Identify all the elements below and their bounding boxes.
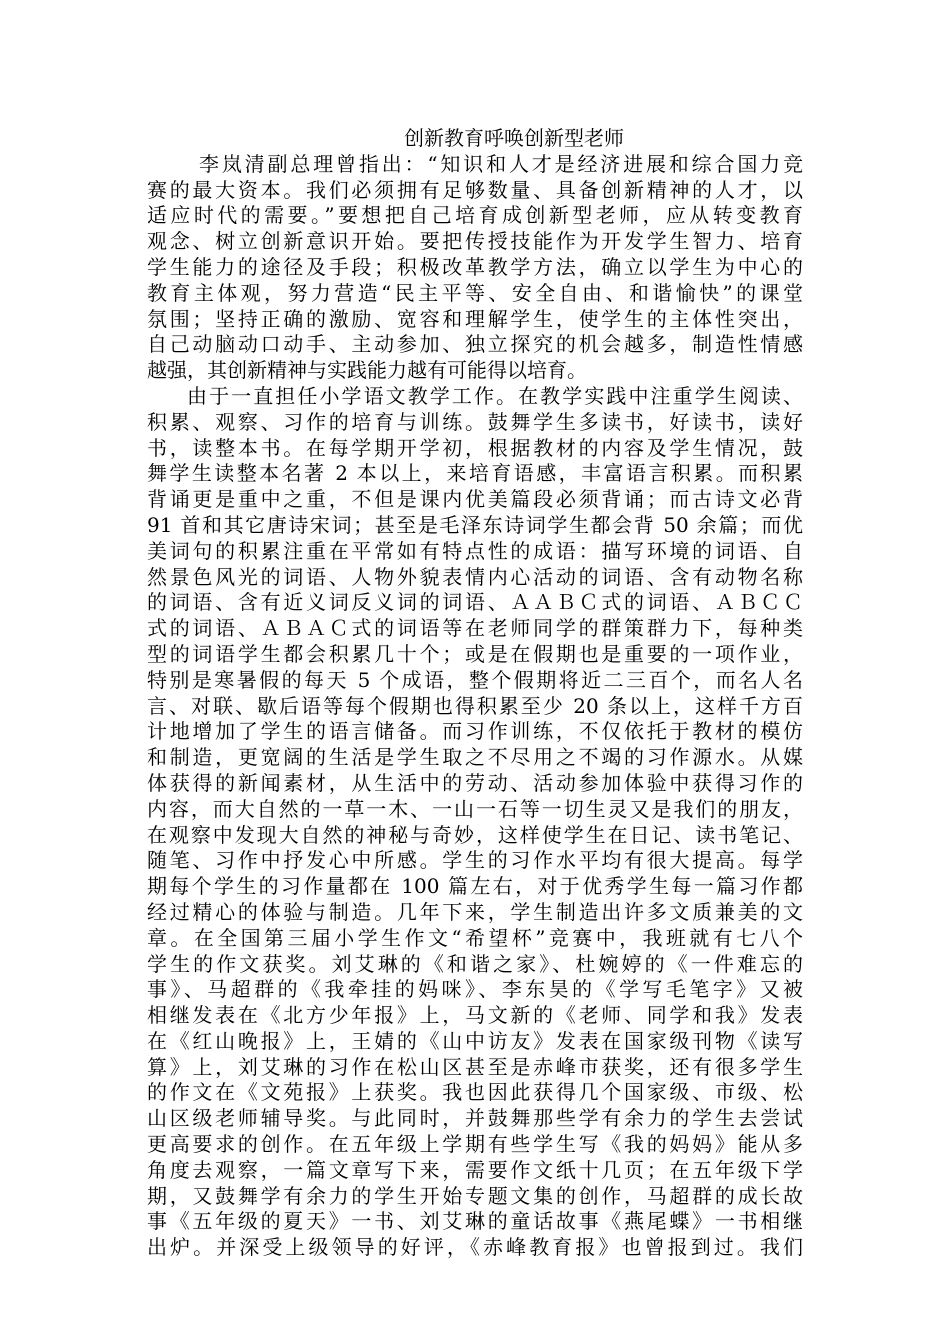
paragraph-line: 内容，而大自然的一草一木、一山一石等一切生灵又是我们的朋友，	[147, 796, 803, 821]
paragraph-line: 出炉。并深受上级领导的好评，《赤峰教育报》也曾报到过。我们	[147, 1235, 803, 1260]
paragraph-line: 舞学生读整本名著 2 本以上，来培育语感，丰富语言积累。而积累	[147, 461, 803, 486]
paragraph-line: 相继发表在《北方少年报》上，马文新的《老师、同学和我》发表	[147, 1003, 803, 1028]
paragraph-line: 更高要求的创作。在五年级上学期有些学生写《我的妈妈》能从多	[147, 1132, 803, 1157]
paragraph-line: 适应时代的需要。”要想把自己培育成创新型老师，应从转变教育	[147, 203, 803, 228]
paragraph-line: 背诵更是重中之重，不但是课内优美篇段必须背诵；而古诗文必背	[147, 487, 803, 512]
paragraph-line: 角度去观察，一篇文章写下来，需要作文纸十几页；在五年级下学	[147, 1157, 803, 1182]
paragraph-line: 和制造，更宽阔的生活是学生取之不尽用之不竭的习作源水。从媒	[147, 745, 803, 770]
paragraph-line: 积累、观察、习作的培育与训练。鼓舞学生多读书，好读书，读好	[147, 409, 803, 434]
paragraph-line: 事《五年级的夏天》一书、刘艾琳的童话故事《燕尾蝶》一书相继	[147, 1209, 803, 1234]
paragraph-line: 由于一直担任小学语文教学工作。在教学实践中注重学生阅读、	[187, 383, 803, 408]
paragraph-line: 的作文在《文苑报》上获奖。我也因此获得几个国家级、市级、松	[147, 1080, 803, 1105]
paragraph-line: 在《红山晚报》上，王婧的《山中访友》发表在国家级刊物《读写	[147, 1028, 803, 1053]
paragraph-line: 计地增加了学生的语言储备。而习作训练，不仅依托于教材的模仿	[147, 719, 803, 744]
paragraph-line: 书，读整本书。在每学期开学初，根据教材的内容及学生情况，鼓	[147, 435, 803, 460]
paragraph-line: 山区级老师辅导奖。与此同时，并鼓舞那些学有余力的学生去尝试	[147, 1106, 803, 1131]
paragraph-line: 学生的作文获奖。刘艾琳的《和谐之家》、杜婉婷的《一件难忘的	[147, 951, 803, 976]
paragraph-line: 在观察中发现大自然的神秘与奇妙，这样使学生在日记、读书笔记、	[147, 822, 803, 847]
paragraph-1	[147, 152, 803, 384]
paragraph-line: 自己动脑动口动手、主动参加、独立探究的机会越多，制造性情感	[147, 332, 803, 357]
paragraph-line: 越强，其创新精神与实践能力越有可能得以培育。	[147, 358, 587, 383]
paragraph-line: 然景色风光的词语、人物外貌表情内心活动的词语、含有动物名称	[147, 564, 803, 589]
paragraph-line: 随笔、习作中抒发心中所感。学生的习作水平均有很大提高。每学	[147, 848, 803, 873]
paragraph-line: 观念、树立创新意识开始。要把传授技能作为开发学生智力、培育	[147, 229, 803, 254]
document-body	[147, 126, 803, 1261]
paragraph-line: 式的词语、ＡＢＡＣ式的词语等在老师同学的群策群力下，每种类	[147, 616, 803, 641]
paragraph-line: 学生能力的途径及手段；积极改革教学方法，确立以学生为中心的	[147, 254, 803, 279]
paragraph-line: 体获得的新闻素材，从生活中的劳动、活动参加体验中获得习作的	[147, 770, 803, 795]
paragraph-line: 言、对联、歇后语等每个假期也得积累至少 20 条以上，这样千方百	[147, 693, 803, 718]
paragraph-line: 教育主体观，努力营造“民主平等、安全自由、和谐愉快”的课堂	[147, 280, 803, 305]
paragraph-line: 李岚清副总理曾指出：“知识和人才是经济进展和综合国力竞	[199, 151, 803, 176]
document-title: 创新教育呼唤创新型老师	[404, 126, 624, 150]
paragraph-line: 期，又鼓舞学有余力的学生开始专题文集的创作，马超群的成长故	[147, 1183, 803, 1208]
paragraph-line: 章。在全国第三届小学生作文“希望杯”竞赛中，我班就有七八个	[147, 925, 803, 950]
paragraph-2	[147, 384, 803, 1261]
paragraph-line: 91 首和其它唐诗宋词；甚至是毛泽东诗词学生都会背 50 余篇；而优	[147, 512, 803, 537]
paragraph-line: 氛围；坚持正确的激励、宽容和理解学生，使学生的主体性突出，	[147, 306, 803, 331]
paragraph-line: 事》、马超群的《我牵挂的妈咪》、李东昊的《学写毛笔字》又被	[147, 977, 803, 1002]
paragraph-line: 经过精心的体验与制造。几年下来，学生制造出许多文质兼美的文	[147, 899, 803, 924]
paragraph-line: 的词语、含有近义词反义词的词语、ＡＡＢＣ式的词语、ＡＢＣＣ	[147, 590, 803, 615]
paragraph-line: 算》上，刘艾琳的习作在松山区甚至是赤峰市获奖，还有很多学生	[147, 1054, 803, 1079]
paragraph-line: 特别是寒暑假的每天 5 个成语，整个假期将近二三百个，而名人名	[147, 667, 803, 692]
paragraph-line: 美词句的积累注重在平常如有特点性的成语：描写环境的词语、自	[147, 538, 803, 563]
paragraph-line: 赛的最大资本。我们必须拥有足够数量、具备创新精神的人才，以	[147, 177, 803, 202]
paragraph-line: 期每个学生的习作量都在 100 篇左右，对于优秀学生每一篇习作都	[147, 874, 803, 899]
paragraph-line: 型的词语学生都会积累几十个；或是在假期也是重要的一项作业，	[147, 641, 803, 666]
